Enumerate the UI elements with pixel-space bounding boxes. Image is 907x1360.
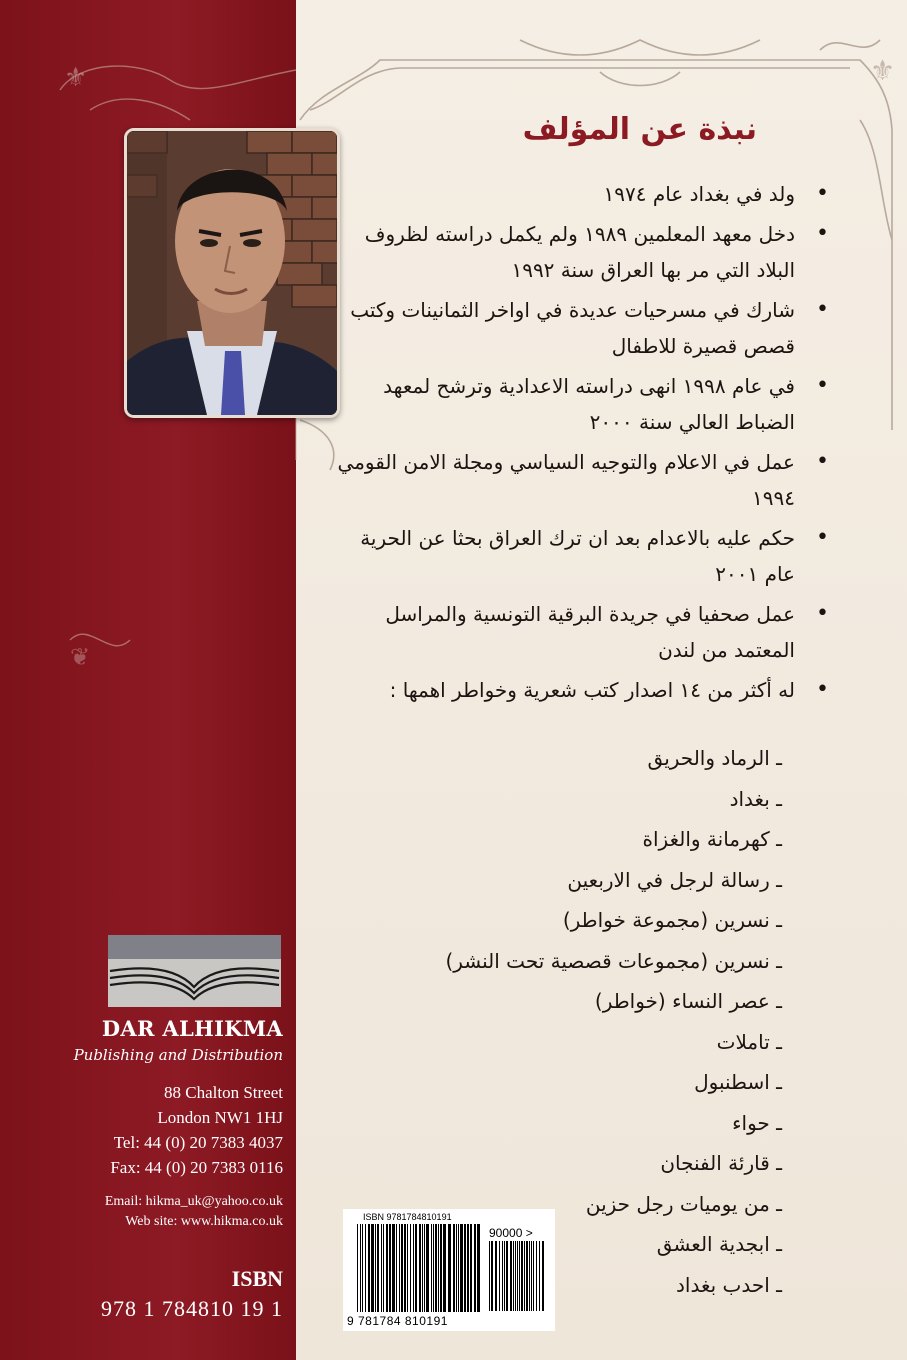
book-item: ـ كهرمانة والغزاة xyxy=(642,827,782,851)
list-item xyxy=(329,596,829,668)
book-item: ـ اسطنبول xyxy=(694,1070,782,1094)
book-item: ـ قارئة الفنجان xyxy=(660,1151,782,1175)
svg-text:❦: ❦ xyxy=(70,643,91,671)
email: Email: hikma_uk@yahoo.co.uk xyxy=(104,1194,283,1209)
isbn-number: 978 1 784810 19 1 xyxy=(101,1296,283,1321)
publisher-subtitle: Publishing and Distribution xyxy=(73,1046,283,1064)
book-item: ـ احدب بغداد xyxy=(676,1272,782,1297)
page-title: نبذة عن المؤلف xyxy=(522,112,757,147)
list-item xyxy=(329,292,829,364)
book-item: ـ ابجدية العشق xyxy=(656,1232,782,1256)
book-item: ـ نسرين (مجموعة خواطر) xyxy=(562,908,782,932)
bio-text: في عام ١٩٩٨ انهى دراسته الاعدادية وترشح لمعهد الضباط العالي سنة ٢٠٠٠ xyxy=(383,374,795,434)
publisher-name: DAR ALHIKMA xyxy=(101,1016,283,1041)
list-item xyxy=(329,368,829,440)
isbn-barcode xyxy=(343,1209,555,1331)
barcode-bars xyxy=(343,1209,555,1331)
bio-text: له أكثر من ١٤ اصدار كتب شعرية وخواطر اهمها : xyxy=(389,678,795,702)
author-bio-list xyxy=(329,176,829,712)
address-street: 88 Chalton Street xyxy=(164,1083,283,1102)
book-item: ـ من يوميات رجل حزين xyxy=(585,1191,782,1216)
barcode-price-code: 90000 > xyxy=(489,1226,533,1240)
svg-text:⚜: ⚜ xyxy=(64,63,88,93)
list-item xyxy=(329,672,829,708)
isbn-label: ISBN xyxy=(231,1266,283,1291)
list-item xyxy=(329,216,829,288)
bullet-icon: • xyxy=(816,601,829,626)
barcode-digits: 9 781784 810191 xyxy=(347,1314,448,1328)
bio-text: ولد في بغداد عام ١٩٧٤ xyxy=(603,182,795,206)
bullet-icon: • xyxy=(816,297,829,322)
book-item: ـ نسرين (مجموعات قصصية تحت النشر) xyxy=(445,948,782,973)
list-item xyxy=(329,444,829,516)
book-item: ـ بغداد xyxy=(729,786,782,811)
list-item xyxy=(329,176,829,212)
bio-text: عمل صحفيا في جريدة البرقية التونسية والمراسل المعتمد من لندن xyxy=(385,602,795,662)
author-photo xyxy=(124,128,340,418)
bio-text: شارك في مسرحيات عديدة في اواخر الثمانينات وكتب قصص قصيرة للاطفال xyxy=(350,298,795,358)
list-item xyxy=(329,520,829,592)
bio-text: دخل معهد المعلمين ١٩٨٩ ولم يكمل دراسته لظروف البلاد التي مر بها العراق سنة ١٩٩٢ xyxy=(364,222,795,282)
barcode-isbn-text: ISBN 9781784810191 xyxy=(363,1212,452,1222)
bullet-icon: • xyxy=(816,449,829,474)
bullet-icon: • xyxy=(816,525,829,550)
fax: Fax: 44 (0) 20 7383 0116 xyxy=(110,1158,283,1177)
bullet-icon: • xyxy=(816,677,829,702)
publisher-logo xyxy=(108,935,281,1007)
svg-text:⚜: ⚜ xyxy=(870,54,896,87)
website: Web site: www.hikma.co.uk xyxy=(125,1214,283,1229)
telephone: Tel: 44 (0) 20 7383 4037 xyxy=(113,1133,283,1152)
bio-text: حكم عليه بالاعدام بعد ان ترك العراق بحثا عن الحرية عام ٢٠٠١ xyxy=(360,526,795,586)
book-item: ـ الرماد والحريق xyxy=(647,746,782,770)
book-item: ـ عصر النساء (خواطر) xyxy=(594,989,782,1013)
bullet-icon: • xyxy=(816,181,829,206)
book-item: ـ حواء xyxy=(732,1110,782,1135)
book-item: ـ تاملات xyxy=(716,1029,782,1054)
bio-text: عمل في الاعلام والتوجيه السياسي ومجلة الامن القومي ١٩٩٤ xyxy=(337,450,795,510)
bullet-icon: • xyxy=(816,373,829,398)
bullet-icon: • xyxy=(816,221,829,246)
address-city: London NW1 1HJ xyxy=(157,1108,283,1127)
book-item: ـ رسالة لرجل في الاربعين xyxy=(567,867,782,892)
